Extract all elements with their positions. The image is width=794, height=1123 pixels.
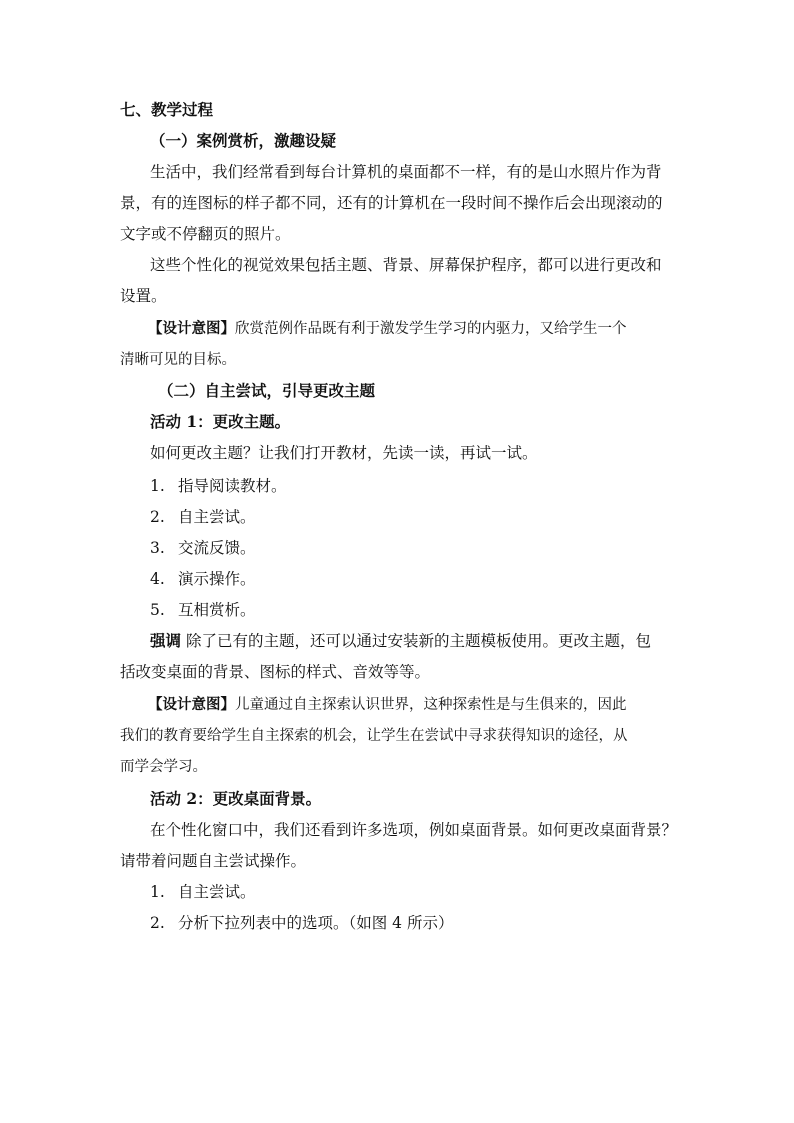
step-text: 自主尝试。 — [178, 508, 256, 526]
step-number: 3. — [150, 539, 165, 557]
design-intent-tag: 【设计意图】 — [148, 320, 235, 337]
activity1-title: 活动 1：更改主题。 — [150, 412, 291, 431]
part1-para1-line3: 文字或不停翻页的照片。 — [120, 225, 291, 243]
step-number: 1. — [150, 883, 165, 901]
part1-para2-line1: 这些个性化的视觉效果包括主题、背景、屏幕保护程序，都可以进行更改和 — [150, 256, 662, 274]
activity2-step — [150, 912, 710, 934]
design-intent-text: 儿童通过自主探索认识世界，这种探索性是与生俱来的，因此 — [235, 697, 627, 713]
part1-para2-line2: 设置。 — [120, 287, 167, 305]
activity1-question: 如何更改主题？让我们打开教材，先读一读，再试一试。 — [150, 444, 538, 462]
part1-heading: （一）案例赏析，激趣设疑 — [150, 131, 337, 150]
step-text: 互相赏析。 — [178, 601, 256, 619]
step-text: 交流反馈。 — [178, 539, 256, 557]
step-number: 2. — [150, 508, 165, 526]
design-intent-text: 欣赏范例作品既有利于激发学生学习的内驱力，又给学生一个 — [235, 321, 627, 337]
section-title: 七、教学过程 — [120, 100, 214, 119]
emphasis-line1 — [150, 630, 710, 652]
emphasis-text: 除了已有的主题，还可以通过安装新的主题模板使用。更改主题，包 — [185, 632, 651, 650]
design-intent-tag: 【设计意图】 — [148, 696, 235, 713]
step-text: 指导阅读教材。 — [178, 477, 287, 495]
step-text: 演示操作。 — [178, 570, 256, 588]
step-number: 5. — [150, 601, 165, 619]
activity1-step — [150, 599, 710, 621]
activity1-step — [150, 506, 710, 528]
emphasis-line2: 括改变桌面的背景、图标的样式、音效等等。 — [120, 663, 431, 681]
activity1-step — [150, 537, 710, 559]
emphasis-label: 强调 — [150, 631, 182, 650]
activity2-title: 活动 2：更改桌面背景。 — [150, 789, 322, 808]
part1-para1-line1: 生活中，我们经常看到每台计算机的桌面都不一样，有的是山水照片作为背 — [150, 163, 662, 181]
part1-para1-line2: 景，有的连图标的样子都不同，还有的计算机在一段时间不操作后会出现滚动的 — [120, 194, 663, 212]
activity1-design-intent-line2: 我们的教育要给学生自主探索的机会，让学生在尝试中寻求获得知识的途径，从 — [120, 728, 628, 744]
activity1-design-intent-line3: 而学会学习。 — [120, 759, 207, 775]
step-number: 1. — [150, 477, 165, 495]
part1-design-intent-line1 — [148, 318, 708, 340]
step-text: 分析下拉列表中的选项。（如图 4 所示） — [178, 914, 454, 932]
activity2-para-line1: 在个性化窗口中，我们还看到许多选项，例如桌面背景。如何更改桌面背景？ — [150, 821, 678, 839]
activity1-design-intent-line1 — [148, 694, 708, 716]
activity1-step — [150, 475, 710, 497]
activity2-step — [150, 881, 710, 903]
step-number: 2. — [150, 914, 165, 932]
step-number: 4. — [150, 570, 165, 588]
activity2-para-line2: 请带着问题自主尝试操作。 — [120, 852, 307, 870]
activity1-step — [150, 568, 710, 590]
step-text: 自主尝试。 — [178, 883, 256, 901]
part2-heading: （二）自主尝试，引导更改主题 — [158, 381, 376, 400]
part1-design-intent-line2: 清晰可见的目标。 — [120, 352, 236, 368]
